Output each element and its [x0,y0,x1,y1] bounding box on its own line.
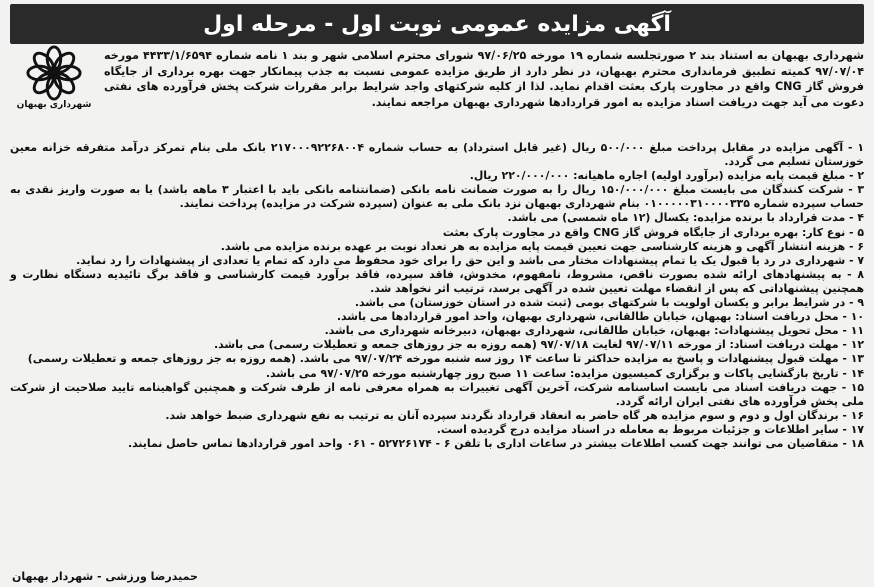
notice-title: آگهی مزایده عمومی نوبت اول - مرحله اول [10,4,864,44]
municipality-logo [8,44,100,116]
condition-item: ۶ - هزینه انتشار آگهی و هزینه کارشناسی جهت تعیین قیمت پایه مزایده به هر تعداد نوبت بر عهده برنده مزایده می باشد. [220,239,864,253]
condition-item: ۱۰ - محل دریافت اسناد: بهبهان، خیابان طالقانی، شهرداری بهبهان، واحد امور قراردادها می باشد. [336,310,864,324]
condition-item: ۱۷ - سایر اطلاعات و جزئیات مربوط به معامله در اسناد مزایده درج گردیده است. [436,422,864,436]
condition-item: ۱۵ - جهت دریافت اسناد می بایست اساسنامه شرکت، آخرین آگهی تغییرات به همراه معرفی نامه از طرف شرکت و همچنین گواهینامه تایید صلاحیت از شرکت ملی پخش فرآورده های نفتی ایران ارائه گردد. [10,380,864,408]
condition-item: ۱۲ - مهلت دریافت اسناد: از مورخه ۹۷/۰۷/۱۱ لغایت ۹۷/۰۷/۱۸ (همه روزه به جز روزهای جمعه و تعطیلات رسمی) می باشد. [213,338,864,352]
condition-item: ۱۶ - برندگان اول و دوم و سوم مزایده هر گاه حاضر به انعقاد قرارداد نگردند سپرده آنان به ترتیب به نفع شهرداری ضبط خواهد شد. [165,408,864,422]
condition-item: ۱ - آگهی مزایده در مقابل پرداخت مبلغ ۵۰۰/۰۰۰ ریال (غیر قابل استرداد) به حساب شماره ۲۱۷۰۰۰۹۲۲۶۸۰۰۴ بانک ملی بنام تمرکز درآمد متفرقه خزانه معین خوزستان تسلیم می گردد. [10,141,865,169]
condition-item: ۷ - شهرداری در رد یا قبول یک یا تمام پیشنهادات مختار می باشد و این حق را برای خود محفوظ می دارد که تمام یا تعدادی از پیشنهادات را رد نماید. [76,253,864,267]
condition-item: ۱۴ - تاریخ بازگشایی پاکات و برگزاری کمیسیون مزایده: ساعت ۱۱ صبح روز چهارشنبه مورخه ۹۷/۰۷/۲۵ می باشد. [265,366,864,380]
condition-item: ۸ - به پیشنهادهای ارائه شده بصورت ناقص، مشروط، نامفهوم، مخدوش، فاقد سپرده، فاقد برآورد قیمت کارشناسی و فاقد برگ تائیدیه دستگاه نظارت و همچنین پیشنهاداتی که پس از انقضاء مهلت تعیین شده در آگهی برسد، ترتیب اثر نخواهد شد. [10,267,864,295]
logo-caption: شهرداری بهبهان [16,100,92,110]
conditions-list [10,141,864,451]
condition-item: ۱۱ - محل تحویل پیشنهادات: بهبهان، خیابان طالقانی، شهرداری بهبهان، دبیرخانه شهرداری می باشد. [324,324,864,338]
condition-item: ۹ - در شرایط برابر و یکسان اولویت با شرکتهای بومی (ثبت شده در استان خوزستان) می باشد. [354,296,864,310]
condition-item: ۱۸ - متقاضیان می توانند جهت کسب اطلاعات بیشتر در ساعات اداری با تلفن ۶ - ۵۲۷۲۶۱۷۴ - ۰۶۱ واحد امور قراردادها تماس حاصل نمایند. [127,436,864,450]
condition-item: ۴ - مدت قرارداد با برنده مزایده: یکسال (۱۲ ماه شمسی) می باشد. [507,211,864,225]
condition-item: ۵ - نوع کار: بهره برداری از جایگاه فروش گاز CNG واقع در مجاورت پارک بعثت [442,225,864,239]
flower-emblem-icon [23,44,85,102]
mayor-signature: حمیدرضا ورزشی - شهردار بهبهان [12,570,198,583]
condition-item: ۲ - مبلغ قیمت پایه مزایده (برآورد اولیه) اجاره ماهیانه: ۲۲۰/۰۰۰/۰۰۰ ریال. [469,169,864,183]
condition-item: ۳ - شرکت کنندگان می بایست مبلغ ۱۵۰/۰۰۰/۰۰۰ ریال را به صورت ضمانت نامه بانکی (ضمانتنامه بانکی باید با اعتبار ۳ ماهه باشد) یا به صورت واریز نقدی به حساب سپرده شماره ۰۱۰۰۰۰۰۳۱۰۰۰۰۳۳۵ بنام شهرداری بهبهان نزد بانک ملی به عنوان (سپرده شرکت در مزایده) پرداخت نمایند. [10,183,864,211]
intro-paragraph: شهرداری بهبهان به استناد بند ۲ صورتجلسه شماره ۱۹ مورخه ۹۷/۰۶/۲۵ شورای محترم اسلامی شهر و بند ۱ نامه شماره ۴۴۳۳/۱/۶۵۹۴ مورخه ۹۷/۰۷/۰۴ کمیته تطبیق فرمانداری محترم بهبهان، در نظر دارد از طریق مزایده عمومی نسبت به جذب پیمانکار جهت بهره برداری از جایگاه فروش گاز CNG واقع در مجاورت پارک بعثت اقدام نماید. لذا از کلیه شرکتهای واجد شرایط برابر مقررات شرکت پخش فرآورده های نفتی دعوت می آید جهت دریافت اسناد مزایده به امور قراردادها شهرداری بهبهان مراجعه نمایند. [104,49,864,109]
condition-item: ۱۳ - مهلت قبول پیشنهادات و پاسخ به مزایده حداکثر تا ساعت ۱۴ روز سه شنبه مورخه ۹۷/۰۷/۲۴ می باشد. (همه روزه به جز روزهای جمعه و تعطیلات رسمی) [27,352,864,366]
